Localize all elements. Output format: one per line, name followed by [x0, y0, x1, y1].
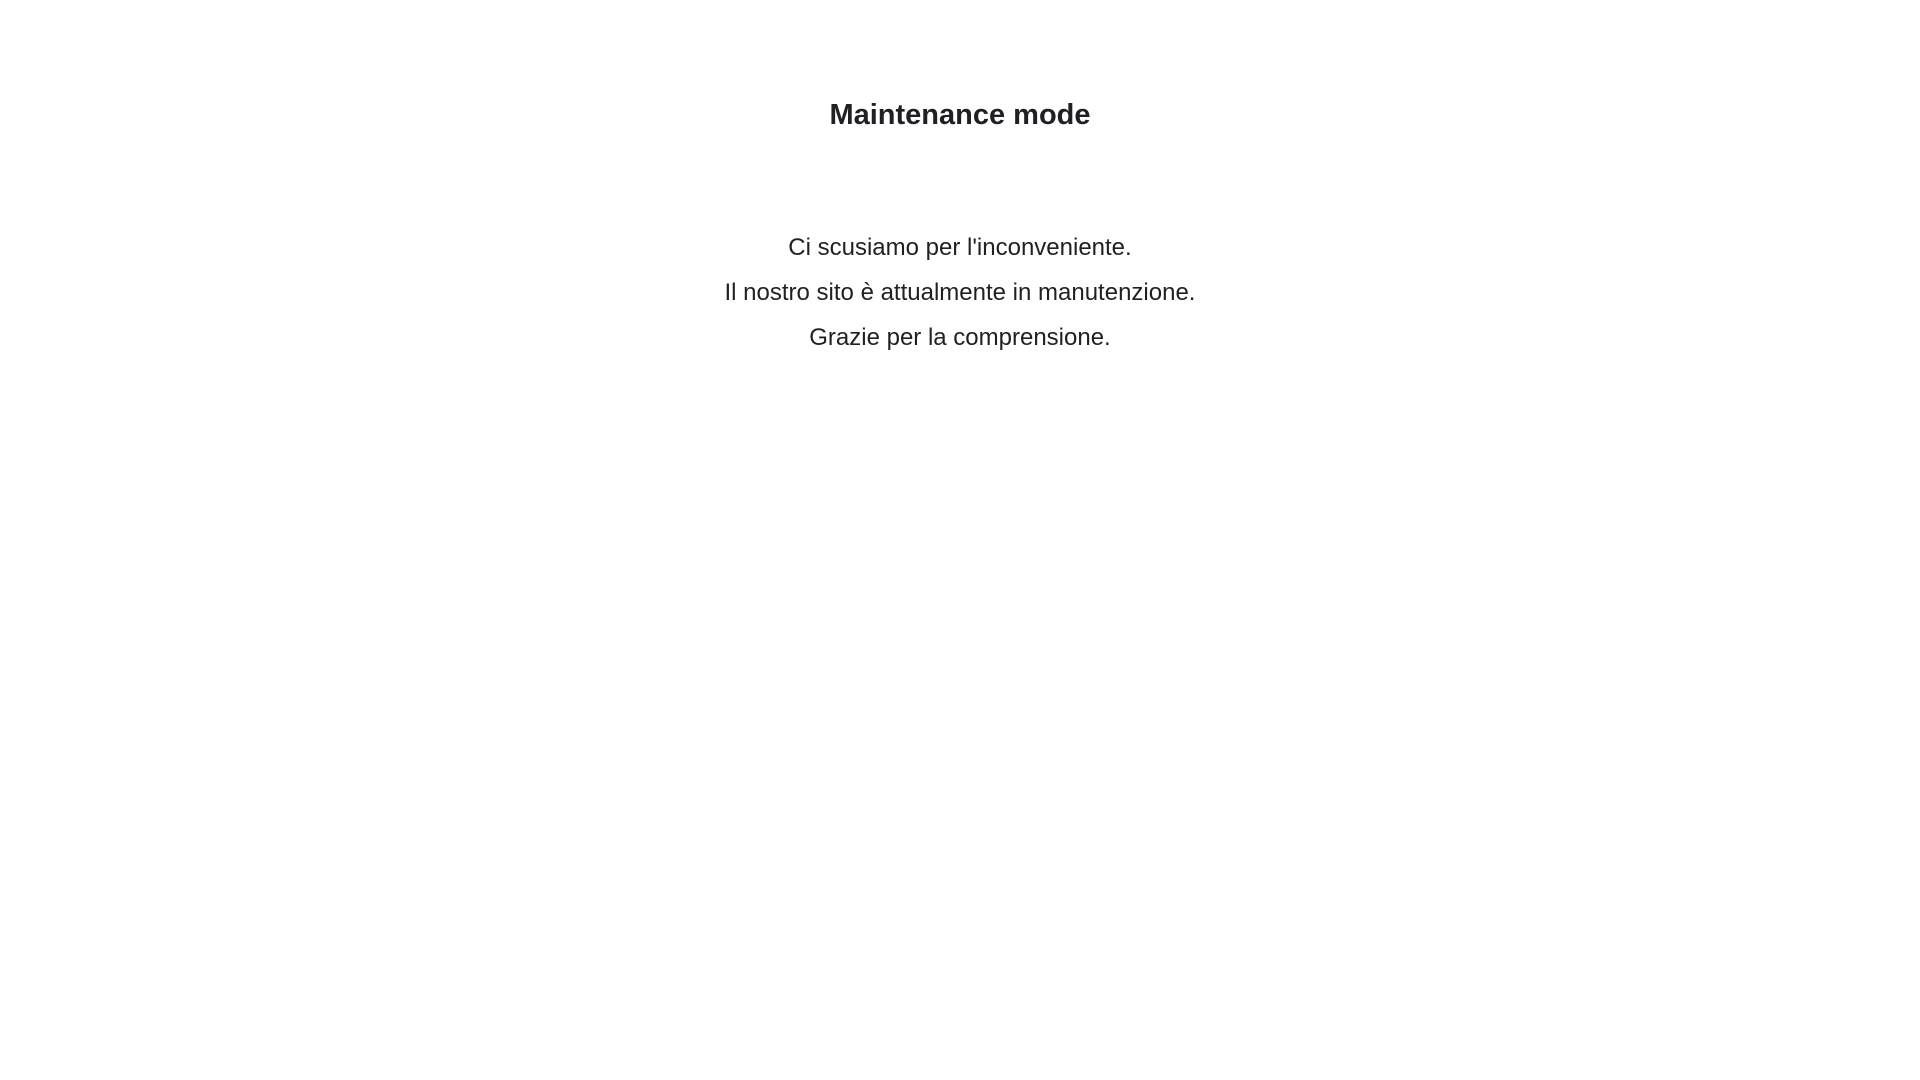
maintenance-message [0, 225, 1920, 360]
apology-text: Ci scusiamo per l'inconveniente. [788, 234, 1132, 261]
page-title: Maintenance mode [829, 99, 1091, 131]
maintenance-status-text: Il nostro sito è attualmente in manutenzione. [724, 279, 1196, 306]
thanks-text: Grazie per la comprensione. [809, 324, 1111, 351]
